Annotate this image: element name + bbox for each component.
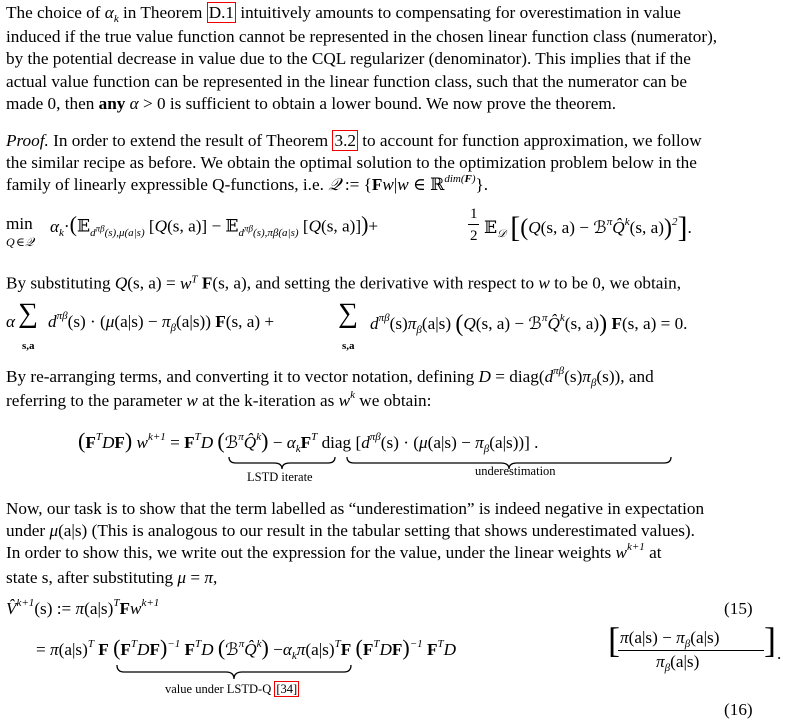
text: In order to show this, we write out the expression for the value, under the linear weights [6,543,616,563]
equation-number-16: (16) [724,700,753,719]
text: to be 0, we obtain, [549,273,682,293]
text: the similar recipe as before. We obtain the optimal solution to the optimization problem below in the [6,153,697,173]
label-underestimation: underestimation [475,464,556,478]
math-alpha-k: $\alpha_k$ [104,3,119,25]
text: induced if the true value function cannot be represented in the chosen linear function class (numerator), [6,27,718,47]
text: made 0, then [6,93,99,113]
label-value-under-lstd [165,682,299,697]
math-q-set: 𝒬 [328,175,341,195]
text: In order to extend the result of Theorem [48,131,333,150]
text: The choice of [6,3,105,22]
text: is sufficient to obtain a lower bound. We now prove the theorem. [165,93,617,113]
text: in Theorem [118,3,207,22]
text: (This is analogous to our result in the tabular setting that shows underestimated values). [87,521,695,541]
text: Now, our task is to show that the term labelled as “underestimation” is indeed negative in expectation [6,499,705,518]
text: By substituting [6,273,115,293]
text: at [644,543,662,563]
label-lstd-iterate: LSTD iterate [247,470,313,484]
text: by the potential decrease in value due to the CQL regularizer (denominator). This implies that if the [6,49,691,69]
proof-label: Proof. [6,131,49,150]
text: , and setting the derivative with respect to [246,273,539,293]
text: under [6,521,50,541]
text: state s, after substituting [6,567,178,587]
brace-value-under-lstd [116,664,352,680]
paper-page: The choice of $\alpha_k$ in Theorem D.1 intuitively amounts to compensating for overestimation in value induced if the true value function cannot be represented in the chosen linear function class (numerator), by the potential decrease in value due to the CQL regularizer (denominator). This implies that if the actual value function can be represented in the linear function class, such that the numerator can be made 0, then any α > 0 is sufficient to obtain a lower bound. We now prove the theorem. Proof. In order to extend the result of Theorem 3.2 to account for function approximation, we follow the similar recipe as before. We obtain the optimal solution to the optimization problem below in the family of linearly expressible Q-functions, i.e. 𝒬 := {Fw|w ∈ ℝ$^{dim(F)}$}. min Q ∈ 𝒬 $\alpha_k\cdot(𝔼_{d^{\pi\beta}(s),\mu(a|s)}$ [Q(s, a)] − 𝔼$_{d^{\pi\beta}(s),\pi\beta(a|s)}$ [Q(s, a)])+ 1 2 𝔼$_𝒟$ [(Q(s, a) − ℬ$^\pi$Q̂$^k$(s, a))$^2$]. By substituting Q(s, $a) = w^T$ F(s, a), and setting the derivative with respect to w to be 0, we obtain, α ∑ s,a $d^{\pi\beta}(s) \cdot (\mu(a|s) - \pi_\beta(a|s))$ F(s, a) + ∑ s,a $d^{\pi\beta}(s)\pi_\beta(a|s)$ (Q(s, a) − ℬ$^\pi$Q̂$^k$(s, a)) F(s, a) = 0. By re-arranging terms, and converting it to vector notation, defining $D = diag(d^{\pi\beta}(s)\pi_\beta(s))$, and referring to the parameter w at the k-iteration as $w^k$ we obtain: $(F^TDF) w^{k+1} = F^TD$ (ℬ$^\pi$Q̂$^k$) − $\alpha_kF^T$ diag $[d^{\pi\beta}(s) \cdot (\mu(a|s) - \pi_\beta(a|s))]$ . LSTD iterate underestimation Now, our task is to show that the term labelled as “underestimation” is indeed negative in expectation under μ(a|s) (This is analogous to our result in the tabular setting that shows underestimated values). In order to show this, we write out the expression for the value, under the linear weights $w^{k+1}$ at state s, after substituting μ = π, V̂$^{k+1}$(s) := $\pi(a|s)^TFw^{k+1}$ (15) = $\pi(a|s)^T$ F $(F^TDF)^{-1}$ $F^TD$ (ℬ$^\pi$Q̂$^k$) $-\alpha_k\pi(a|s)^TF$ $(F^TDF)^{-1}$ $F^TD$ [ $\pi(a|s) - \pi_\beta(a|s)$ $\pi_\beta(a|s)$ ] . value under LSTD-Q [34] (16) [6,3,782,719]
paragraph-substituting: By substituting Q(s, $a) = w^T$ F(s, a), and setting the derivative with respect to w to be 0, we obtain, [6,273,682,293]
text: referring to the parameter [6,391,187,411]
paragraph-proof: Proof. In order to extend the result of Theorem 3.2 to account for function approximation, we follow the similar recipe as before. We obtain the optimal solution to the optimization problem below in the family of linearly expressible Q-functions, i.e. 𝒬 := {Fw|w ∈ ℝ$^{dim(F)}$}. [6,131,702,195]
equation-number-15: (15) [724,599,753,618]
paragraph-task: Now, our task is to show that the term labelled as “underestimation” is indeed negative in expectation under μ(a|s) (This is analogous to our result in the tabular setting that shows underestimated values). In order to show this, we write out the expression for the value, under the linear weights $w^{k+1}$ at state s, after substituting μ = π, [6,499,705,587]
paragraph-rearranging: By re-arranging terms, and converting it to vector notation, defining $D = diag(d^{\pi\beta}(s)\pi_\beta(s))$, and referring to the parameter w at the k-iteration as $w^k$ we obtain: [6,365,654,411]
ref-theorem-3-2[interactable]: 3.2 [334,131,356,150]
ref-theorem-d1[interactable]: D.1 [208,3,235,22]
math-alpha-positive: α [129,93,139,113]
text: we obtain: [355,391,432,411]
text: By re-arranging terms, and converting it to vector notation, defining [6,367,479,386]
text: family of linearly expressible Q-functions, i.e. [6,175,329,195]
text-bold: any [98,93,126,113]
text: at the k-iteration as [197,391,339,411]
text: to account for function approximation, we follow [357,131,702,150]
ref-34[interactable]: [34] [276,682,298,696]
paragraph-choice-of-alpha: The choice of $\alpha_k$ in Theorem D.1 intuitively amounts to compensating for overestimation in value induced if the true value function cannot be represented in the chosen linear function class (numerator), by the potential decrease in value due to the CQL regularizer (denominator). This implies that if the actual value function can be represented in the linear function class, such that the numerator can be made 0, then any α > 0 is sufficient to obtain a lower bound. We now prove the theorem. [6,3,718,113]
text: value under LSTD-Q [165,682,275,696]
brace-lstd-iterate [228,456,336,470]
text: actual value function can be represented in the linear function class, such that the numerator can be [6,71,688,91]
text: intuitively amounts to compensating for overestimation in value [236,3,681,22]
